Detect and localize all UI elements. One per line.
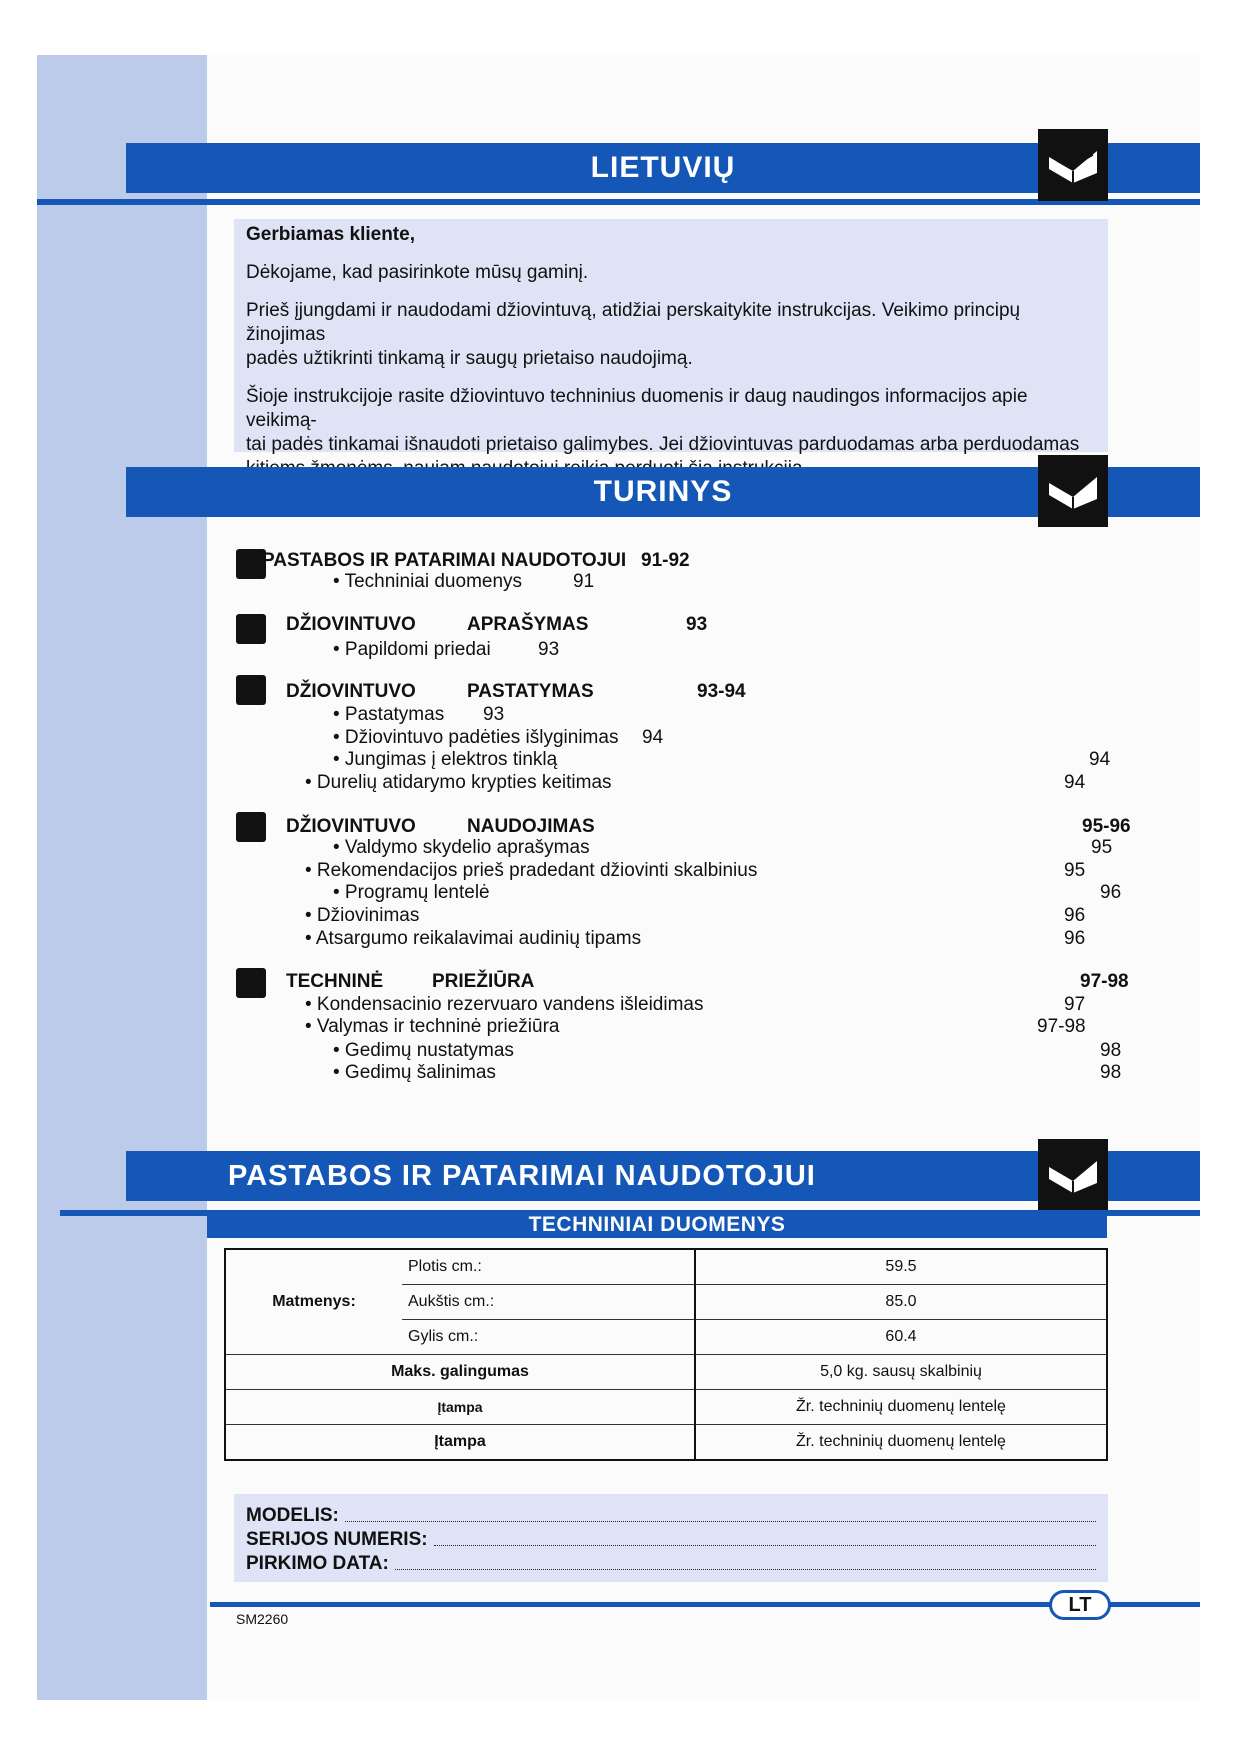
toc-item[interactable]: • Jungimas į elektros tinklą [333,749,558,770]
toc-item[interactable]: • Durelių atidarymo krypties keitimas [305,772,612,793]
toc-item-page: 91 [573,571,595,592]
notes-title: PASTABOS IR PATARIMAI NAUDOTOJUI [228,1159,816,1192]
dotted-line [345,1521,1096,1522]
capacity-value: 5,0 kg. sausų skalbinių [695,1355,1107,1390]
toc-item[interactable]: • Programų lentelė [333,882,490,903]
serial-label: SERIJOS NUMERIS: [246,1529,428,1550]
tool-icon [236,968,266,998]
table-row [225,1390,1107,1425]
dimensions-label: Matmenys: [272,1293,356,1310]
book-icon [1038,1139,1108,1211]
intro-paragraph-2-line-2: padės užtikrinti tinkamą ir saugų prietaiso naudojimą. [246,348,693,369]
toc-item[interactable]: • Gedimų nustatymas [333,1040,514,1061]
contents-title: TURINYS [593,475,733,508]
model-label: MODELIS: [246,1505,339,1526]
toc-item-page: 94 [1064,772,1086,793]
intro-paragraph-2-line-1: Prieš įjungdami ir naudodami džiovintuvą, atidžiai perskaitykite instrukcijas. Veikimo principų žinojimas [246,300,1021,345]
table-row [225,1425,1107,1461]
dotted-line [395,1569,1096,1570]
toc-item[interactable]: • Kondensacinio rezervuaro vandens išleidimas [305,994,704,1015]
wrench-icon [236,675,266,705]
model-field[interactable] [246,1504,1096,1528]
toc-item-page: 97 [1064,994,1086,1015]
toc-item[interactable]: • Techniniai duomenys [333,571,523,592]
serial-field[interactable] [246,1528,1096,1552]
spec-subtitle-band [207,1211,1107,1238]
side-strip [37,55,207,1700]
toc-item-page: 96 [1064,905,1086,926]
toc-section-4-pages: 95-96 [1082,816,1131,837]
toc-item-page: 93 [538,639,560,660]
width-label: Plotis cm.: [402,1249,695,1285]
spec-subtitle: TECHNINIAI DUOMENYS [528,1212,786,1236]
page-number: 91 [1110,140,1153,182]
hand-icon [236,812,266,842]
height-value: 85.0 [695,1285,1107,1320]
toc-item[interactable]: • Džiovintuvo padėties išlyginimas [333,727,619,748]
toc-section-5-pages: 97-98 [1080,971,1129,992]
toc-section-1-pages: 91-92 [641,550,690,571]
intro-panel [234,219,1108,455]
toc-section-3-subtitle: PASTATYMAS [467,681,594,702]
toc-item[interactable]: • Valdymo skydelio aprašymas [333,837,590,858]
toc-item-page: 95 [1064,860,1086,881]
toc-section-5-subtitle: PRIEŽIŪRA [432,971,535,992]
book-icon [1038,455,1108,527]
height-label: Aukštis cm.: [402,1285,695,1320]
toc-section-2-title[interactable]: DŽIOVINTUVO [286,614,416,635]
toc-item-page: 94 [642,727,664,748]
table-row [225,1355,1107,1390]
voltage-value: Žr. techninių duomenų lentelę [695,1390,1107,1425]
spec-table [224,1248,1108,1461]
toc-item[interactable]: • Pastatymas [333,704,445,725]
toc-section-2-subtitle: APRAŠYMAS [467,614,589,635]
voltage-label: Įtampa [225,1390,695,1425]
toc-item[interactable]: • Rekomendacijos prieš pradedant džiovinti skalbinius [305,860,758,881]
depth-label: Gylis cm.: [402,1320,695,1355]
table-row [225,1249,1107,1285]
toc-item-page: 98 [1100,1040,1122,1061]
greeting: Gerbiamas kliente, [246,224,415,245]
band-rule [37,199,1200,205]
intro-paragraph-1: Dėkojame, kad pasirinkote mūsų gaminį. [246,262,589,283]
toc-item-page: 94 [1089,749,1111,770]
toc-section-2-pages: 93 [686,614,708,635]
voltage-value: Žr. techninių duomenų lentelę [695,1425,1107,1461]
check-icon [236,614,266,644]
document-code: SM2260 [236,1611,289,1627]
toc-item[interactable]: • Valymas ir techninė priežiūra [305,1016,560,1037]
toc-section-5-title[interactable]: TECHNINĖ [286,971,384,992]
toc-section-3-pages: 93-94 [697,681,746,702]
language-title: LIETUVIŲ [590,151,736,184]
toc-section-4-title[interactable]: DŽIOVINTUVO [286,816,416,837]
toc-item-page: 95 [1091,837,1113,858]
voltage-label: Įtampa [434,1433,486,1450]
intro-paragraph-3-line-2: tai padės tinkamai išnaudoti prietaiso galimybes. Jei džiovintuvas parduodamas arba perduodamas [246,434,1080,455]
capacity-label: Maks. galingumas [225,1355,695,1390]
date-label: PIRKIMO DATA: [246,1553,389,1574]
dotted-line [434,1545,1096,1546]
book-icon [1038,129,1108,201]
depth-value: 60.4 [695,1320,1107,1355]
toc-section-4-subtitle: NAUDOJIMAS [467,816,595,837]
toc-item[interactable]: • Gedimų šalinimas [333,1062,496,1083]
toc-section-1-title[interactable]: PASTABOS IR PATARIMAI NAUDOTOJUI [262,550,627,571]
toc-item[interactable]: • Džiovinimas [305,905,420,926]
toc-item-page: 98 [1100,1062,1122,1083]
toc-item-page: 96 [1064,928,1086,949]
toc-item[interactable]: • Papildomi priedai [333,639,491,660]
width-value: 59.5 [695,1249,1107,1285]
language-badge: LT [1049,1590,1111,1620]
toc-item[interactable]: • Atsargumo reikalavimai audinių tipams [305,928,642,949]
toc-item-page: 96 [1100,882,1122,903]
toc-item-page: 97-98 [1037,1016,1086,1037]
date-field[interactable] [246,1552,1096,1576]
toc-section-3-title[interactable]: DŽIOVINTUVO [286,681,416,702]
intro-paragraph-3-line-1: Šioje instrukcijoje rasite džiovintuvo techninius duomenis ir daug naudingos informacijos apie veikimą- [246,386,1028,431]
model-panel [234,1494,1108,1582]
toc-item-page: 93 [483,704,505,725]
